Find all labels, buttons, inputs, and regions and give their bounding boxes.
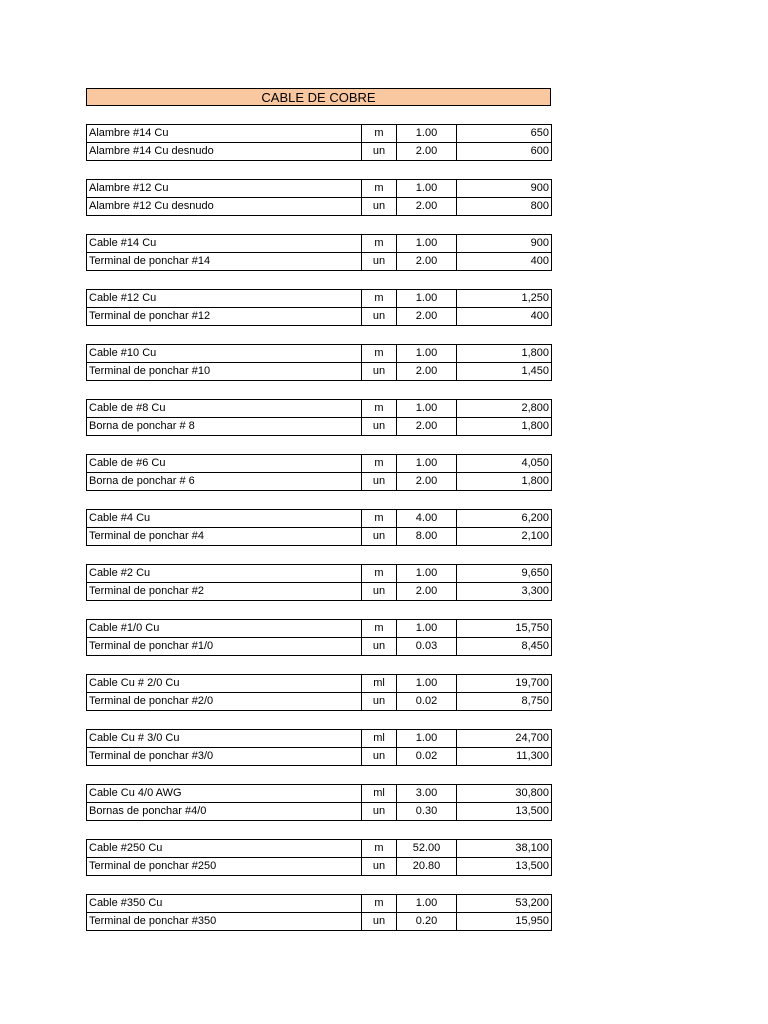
unit-cell[interactable]: ml [362, 785, 397, 803]
unit-cell[interactable]: m [362, 510, 397, 528]
price-cell[interactable]: 13,500 [457, 803, 552, 821]
table-row [87, 180, 552, 198]
unit-cell[interactable]: un [362, 198, 397, 216]
group-table [86, 509, 552, 546]
quantity-cell[interactable]: 1.00 [397, 455, 457, 473]
unit-cell[interactable]: un [362, 693, 397, 711]
unit-cell[interactable]: un [362, 363, 397, 381]
spacer [86, 216, 551, 234]
quantity-cell[interactable]: 3.00 [397, 785, 457, 803]
unit-cell[interactable]: un [362, 803, 397, 821]
description-cell[interactable]: Terminal de ponchar #350 [87, 913, 362, 931]
item-group [86, 454, 551, 491]
group-table [86, 674, 552, 711]
table-row [87, 583, 552, 601]
unit-cell[interactable]: m [362, 345, 397, 363]
quantity-cell[interactable]: 1.00 [397, 400, 457, 418]
quantity-cell[interactable]: 8.00 [397, 528, 457, 546]
unit-cell[interactable]: m [362, 455, 397, 473]
table-row [87, 748, 552, 766]
description-cell[interactable]: Cable #10 Cu [87, 345, 362, 363]
description-cell[interactable]: Alambre #14 Cu [87, 125, 362, 143]
group-table [86, 124, 552, 161]
description-cell[interactable]: Cable #12 Cu [87, 290, 362, 308]
unit-cell[interactable]: m [362, 620, 397, 638]
description-cell[interactable]: Alambre #12 Cu [87, 180, 362, 198]
table-row [87, 473, 552, 491]
item-group [86, 179, 551, 216]
price-cell[interactable]: 900 [457, 235, 552, 253]
quantity-cell[interactable]: 1.00 [397, 180, 457, 198]
item-group [86, 894, 551, 931]
quantity-cell[interactable]: 2.00 [397, 418, 457, 436]
price-cell[interactable]: 1,800 [457, 418, 552, 436]
item-group [86, 564, 551, 601]
table-row [87, 565, 552, 583]
price-cell[interactable]: 2,100 [457, 528, 552, 546]
item-group [86, 729, 551, 766]
unit-cell[interactable]: un [362, 583, 397, 601]
price-cell[interactable]: 800 [457, 198, 552, 216]
table-row [87, 693, 552, 711]
spacer [86, 601, 551, 619]
price-cell[interactable]: 6,200 [457, 510, 552, 528]
table-row [87, 785, 552, 803]
table-row [87, 308, 552, 326]
spacer [86, 436, 551, 454]
table-row [87, 730, 552, 748]
quantity-cell[interactable]: 1.00 [397, 345, 457, 363]
group-table [86, 564, 552, 601]
quantity-cell[interactable]: 0.02 [397, 693, 457, 711]
table-row [87, 510, 552, 528]
group-table [86, 234, 552, 271]
quantity-cell[interactable]: 2.00 [397, 143, 457, 161]
quantity-cell[interactable]: 1.00 [397, 125, 457, 143]
item-group [86, 399, 551, 436]
price-cell[interactable]: 400 [457, 308, 552, 326]
quantity-cell[interactable]: 2.00 [397, 473, 457, 491]
quantity-cell[interactable]: 20.80 [397, 858, 457, 876]
description-cell[interactable]: Cable #2 Cu [87, 565, 362, 583]
price-cell[interactable]: 1,250 [457, 290, 552, 308]
unit-cell[interactable]: un [362, 913, 397, 931]
group-table [86, 894, 552, 931]
spacer [86, 766, 551, 784]
group-table [86, 399, 552, 436]
table-row [87, 638, 552, 656]
item-group [86, 124, 551, 161]
price-cell[interactable]: 2,800 [457, 400, 552, 418]
unit-cell[interactable]: m [362, 125, 397, 143]
item-group [86, 289, 551, 326]
spacer [86, 326, 551, 344]
quantity-cell[interactable]: 1.00 [397, 620, 457, 638]
item-group [86, 234, 551, 271]
price-cell[interactable]: 11,300 [457, 748, 552, 766]
description-cell[interactable]: Terminal de ponchar #14 [87, 253, 362, 271]
quantity-cell[interactable]: 2.00 [397, 363, 457, 381]
quantity-cell[interactable]: 0.20 [397, 913, 457, 931]
price-cell[interactable]: 9,650 [457, 565, 552, 583]
description-cell[interactable]: Cable #1/0 Cu [87, 620, 362, 638]
table-row [87, 125, 552, 143]
unit-cell[interactable]: un [362, 418, 397, 436]
description-cell[interactable]: Cable #350 Cu [87, 895, 362, 913]
spacer [86, 161, 551, 179]
description-cell[interactable]: Cable Cu 4/0 AWG [87, 785, 362, 803]
price-cell[interactable]: 24,700 [457, 730, 552, 748]
description-cell[interactable]: Terminal de ponchar #4 [87, 528, 362, 546]
price-cell[interactable]: 38,100 [457, 840, 552, 858]
item-group [86, 784, 551, 821]
quantity-cell[interactable]: 0.03 [397, 638, 457, 656]
price-cell[interactable]: 4,050 [457, 455, 552, 473]
description-cell[interactable]: Borna de ponchar # 8 [87, 418, 362, 436]
price-cell[interactable]: 53,200 [457, 895, 552, 913]
price-cell[interactable]: 650 [457, 125, 552, 143]
description-cell[interactable]: Terminal de ponchar #250 [87, 858, 362, 876]
quantity-cell[interactable]: 1.00 [397, 895, 457, 913]
table-row [87, 143, 552, 161]
quantity-cell[interactable]: 2.00 [397, 583, 457, 601]
quantity-cell[interactable]: 4.00 [397, 510, 457, 528]
price-cell[interactable]: 1,450 [457, 363, 552, 381]
spacer [86, 381, 551, 399]
unit-cell[interactable]: un [362, 308, 397, 326]
description-cell[interactable]: Terminal de ponchar #1/0 [87, 638, 362, 656]
quantity-cell[interactable]: 1.00 [397, 730, 457, 748]
description-cell[interactable]: Terminal de ponchar #3/0 [87, 748, 362, 766]
description-cell[interactable]: Cable #250 Cu [87, 840, 362, 858]
quantity-cell[interactable]: 1.00 [397, 235, 457, 253]
unit-cell[interactable]: un [362, 528, 397, 546]
table-row [87, 913, 552, 931]
table-row [87, 235, 552, 253]
price-cell[interactable]: 15,750 [457, 620, 552, 638]
unit-cell[interactable]: m [362, 400, 397, 418]
spacer [86, 821, 551, 839]
unit-cell[interactable]: m [362, 895, 397, 913]
spacer [86, 491, 551, 509]
group-table [86, 619, 552, 656]
table-row [87, 290, 552, 308]
group-table [86, 289, 552, 326]
description-cell[interactable]: Terminal de ponchar #2 [87, 583, 362, 601]
table-row [87, 840, 552, 858]
price-cell[interactable]: 400 [457, 253, 552, 271]
table-row [87, 620, 552, 638]
unit-cell[interactable]: un [362, 143, 397, 161]
table-row [87, 418, 552, 436]
group-table [86, 454, 552, 491]
sheet-title: CABLE DE COBRE [86, 88, 551, 106]
price-cell[interactable]: 15,950 [457, 913, 552, 931]
description-cell[interactable]: Alambre #12 Cu desnudo [87, 198, 362, 216]
unit-cell[interactable]: un [362, 638, 397, 656]
group-table [86, 729, 552, 766]
quantity-cell[interactable]: 0.02 [397, 748, 457, 766]
price-cell[interactable]: 30,800 [457, 785, 552, 803]
quantity-cell[interactable]: 1.00 [397, 675, 457, 693]
table-row [87, 455, 552, 473]
spacer [86, 546, 551, 564]
spreadsheet [86, 88, 551, 931]
description-cell[interactable]: Terminal de ponchar #10 [87, 363, 362, 381]
quantity-cell[interactable]: 52.00 [397, 840, 457, 858]
unit-cell[interactable]: un [362, 473, 397, 491]
table-row [87, 400, 552, 418]
price-cell[interactable]: 1,800 [457, 473, 552, 491]
price-cell[interactable]: 900 [457, 180, 552, 198]
price-cell[interactable]: 600 [457, 143, 552, 161]
description-cell[interactable]: Cable #14 Cu [87, 235, 362, 253]
description-cell[interactable]: Cable Cu # 3/0 Cu [87, 730, 362, 748]
table-row [87, 198, 552, 216]
item-group [86, 839, 551, 876]
price-cell[interactable]: 3,300 [457, 583, 552, 601]
spacer [86, 271, 551, 289]
group-table [86, 839, 552, 876]
table-row [87, 363, 552, 381]
quantity-cell[interactable]: 1.00 [397, 290, 457, 308]
price-cell[interactable]: 1,800 [457, 345, 552, 363]
unit-cell[interactable]: m [362, 290, 397, 308]
group-table [86, 784, 552, 821]
unit-cell[interactable]: m [362, 840, 397, 858]
unit-cell[interactable]: un [362, 253, 397, 271]
item-group [86, 344, 551, 381]
quantity-cell[interactable]: 2.00 [397, 308, 457, 326]
unit-cell[interactable]: m [362, 235, 397, 253]
description-cell[interactable]: Terminal de ponchar #2/0 [87, 693, 362, 711]
price-cell[interactable]: 8,450 [457, 638, 552, 656]
item-group [86, 619, 551, 656]
spacer [86, 656, 551, 674]
item-groups [86, 124, 551, 931]
description-cell[interactable]: Bornas de ponchar #4/0 [87, 803, 362, 821]
table-row [87, 803, 552, 821]
unit-cell[interactable]: ml [362, 730, 397, 748]
description-cell[interactable]: Cable #4 Cu [87, 510, 362, 528]
description-cell[interactable]: Cable Cu # 2/0 Cu [87, 675, 362, 693]
description-cell[interactable]: Terminal de ponchar #12 [87, 308, 362, 326]
table-row [87, 253, 552, 271]
unit-cell[interactable]: m [362, 180, 397, 198]
group-table [86, 179, 552, 216]
description-cell[interactable]: Alambre #14 Cu desnudo [87, 143, 362, 161]
spacer [86, 106, 551, 124]
price-cell[interactable]: 19,700 [457, 675, 552, 693]
unit-cell[interactable]: ml [362, 675, 397, 693]
spacer [86, 876, 551, 894]
quantity-cell[interactable]: 2.00 [397, 253, 457, 271]
price-cell[interactable]: 8,750 [457, 693, 552, 711]
table-row [87, 858, 552, 876]
description-cell[interactable]: Cable de #8 Cu [87, 400, 362, 418]
table-row [87, 895, 552, 913]
unit-cell[interactable]: un [362, 748, 397, 766]
quantity-cell[interactable]: 2.00 [397, 198, 457, 216]
table-row [87, 675, 552, 693]
table-row [87, 528, 552, 546]
unit-cell[interactable]: m [362, 565, 397, 583]
description-cell[interactable]: Borna de ponchar # 6 [87, 473, 362, 491]
table-row [87, 345, 552, 363]
quantity-cell[interactable]: 1.00 [397, 565, 457, 583]
group-table [86, 344, 552, 381]
quantity-cell[interactable]: 0.30 [397, 803, 457, 821]
price-cell[interactable]: 13,500 [457, 858, 552, 876]
spacer [86, 711, 551, 729]
description-cell[interactable]: Cable de #6 Cu [87, 455, 362, 473]
item-group [86, 509, 551, 546]
unit-cell[interactable]: un [362, 858, 397, 876]
item-group [86, 674, 551, 711]
